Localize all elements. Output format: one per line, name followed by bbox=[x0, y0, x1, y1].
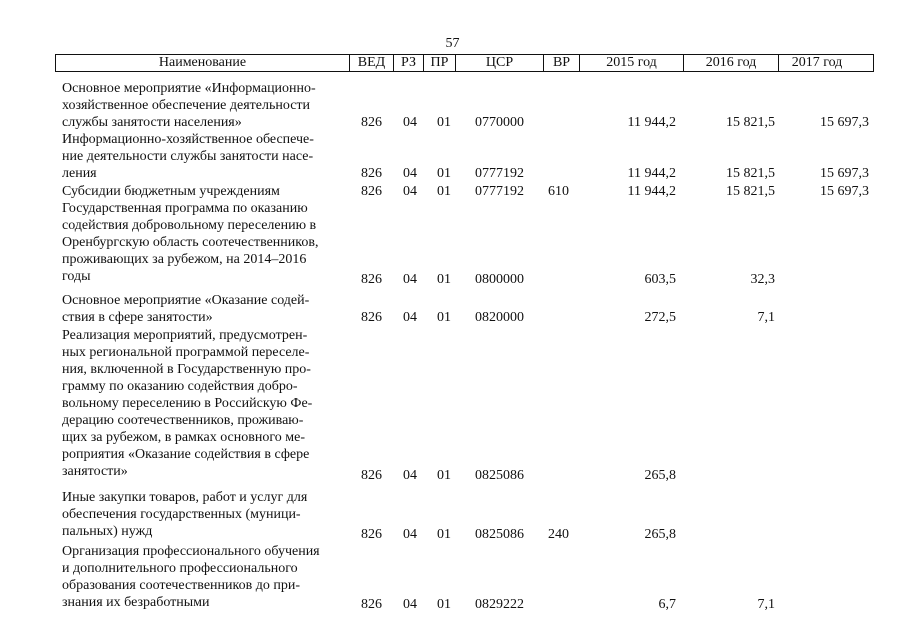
row-csr: 0820000 bbox=[475, 310, 524, 325]
row-pr: 01 bbox=[437, 527, 451, 542]
row-name: Государственная программа по оказанию содействия добровольному переселению в Оренбургскую область соотечественников, проживающих за рубежом, на 2014–2016 годы bbox=[62, 201, 319, 284]
row-pr: 01 bbox=[437, 468, 451, 483]
header-csr: ЦСР bbox=[456, 55, 544, 71]
row-name: Организация профессионального обучения и дополнительного профессионального образования соотечественников до при- знания их безработными bbox=[62, 544, 320, 610]
row-csr: 0800000 bbox=[475, 272, 524, 287]
row-pr: 01 bbox=[437, 310, 451, 325]
header-name: Наименование bbox=[56, 55, 350, 71]
table-header bbox=[55, 54, 874, 72]
row-rz: 04 bbox=[403, 184, 417, 199]
header-vr: ВР bbox=[544, 55, 580, 71]
row-ved: 826 bbox=[361, 597, 382, 612]
row-rz: 04 bbox=[403, 597, 417, 612]
row-vr: 240 bbox=[548, 527, 569, 542]
header-pr: ПР bbox=[424, 55, 456, 71]
row-csr: 0777192 bbox=[475, 166, 524, 181]
header-2015: 2015 год bbox=[580, 55, 684, 71]
row-csr: 0829222 bbox=[475, 597, 524, 612]
page-number: 57 bbox=[445, 36, 460, 51]
row-rz: 04 bbox=[403, 527, 417, 542]
row-name: Информационно-хозяйственное обеспече- ние деятельности службы занятости насе- ления bbox=[62, 132, 314, 181]
row-2015: 11 944,2 bbox=[627, 184, 676, 199]
row-csr: 0770000 bbox=[475, 115, 524, 130]
row-2016: 7,1 bbox=[757, 310, 775, 325]
row-2016: 15 821,5 bbox=[726, 184, 775, 199]
row-ved: 826 bbox=[361, 184, 382, 199]
row-name: Основное мероприятие «Информационно- хозяйственное обеспечение деятельности службы занятости населения» bbox=[62, 81, 316, 130]
row-csr: 0825086 bbox=[475, 468, 524, 483]
row-2016: 15 821,5 bbox=[726, 115, 775, 130]
row-ved: 826 bbox=[361, 310, 382, 325]
row-name: Основное мероприятие «Оказание содей- ствия в сфере занятости» bbox=[62, 293, 310, 325]
row-csr: 0777192 bbox=[475, 184, 524, 199]
row-2015: 11 944,2 bbox=[627, 115, 676, 130]
row-rz: 04 bbox=[403, 310, 417, 325]
row-2016: 15 821,5 bbox=[726, 166, 775, 181]
header-2016: 2016 год bbox=[684, 55, 779, 71]
row-rz: 04 bbox=[403, 166, 417, 181]
row-2017: 15 697,3 bbox=[820, 115, 869, 130]
header-ved: ВЕД bbox=[350, 55, 394, 71]
row-2015: 265,8 bbox=[644, 527, 676, 542]
row-pr: 01 bbox=[437, 166, 451, 181]
row-2017: 15 697,3 bbox=[820, 184, 869, 199]
row-ved: 826 bbox=[361, 468, 382, 483]
row-2015: 11 944,2 bbox=[627, 166, 676, 181]
row-rz: 04 bbox=[403, 115, 417, 130]
row-name: Реализация мероприятий, предусмотрен- ных региональной программой переселе- ния, включенной в Государственную про- грамму по оказанию содействия добро- вольному переселению в Российскую Фе- дерацию соотечественников, проживаю- щих за рубежом, в рамках основного ме- роприятия «Оказание содействия в сфере занятости» bbox=[62, 328, 313, 479]
row-ved: 826 bbox=[361, 115, 382, 130]
row-name: Иные закупки товаров, работ и услуг для обеспечения государственных (муници- пальных) нужд bbox=[62, 490, 308, 539]
row-pr: 01 bbox=[437, 272, 451, 287]
row-2016: 7,1 bbox=[757, 597, 775, 612]
row-2015: 265,8 bbox=[644, 468, 676, 483]
row-pr: 01 bbox=[437, 597, 451, 612]
row-rz: 04 bbox=[403, 272, 417, 287]
row-2016: 32,3 bbox=[750, 272, 775, 287]
row-ved: 826 bbox=[361, 166, 382, 181]
row-pr: 01 bbox=[437, 115, 451, 130]
row-2015: 6,7 bbox=[658, 597, 676, 612]
row-2015: 272,5 bbox=[644, 310, 676, 325]
row-rz: 04 bbox=[403, 468, 417, 483]
row-2015: 603,5 bbox=[644, 272, 676, 287]
row-csr: 0825086 bbox=[475, 527, 524, 542]
row-pr: 01 bbox=[437, 184, 451, 199]
row-ved: 826 bbox=[361, 272, 382, 287]
row-name: Субсидии бюджетным учреждениям bbox=[62, 184, 280, 199]
header-2017: 2017 год bbox=[791, 55, 843, 70]
row-2017: 15 697,3 bbox=[820, 166, 869, 181]
row-ved: 826 bbox=[361, 527, 382, 542]
row-vr: 610 bbox=[548, 184, 569, 199]
header-rz: РЗ bbox=[394, 55, 424, 71]
